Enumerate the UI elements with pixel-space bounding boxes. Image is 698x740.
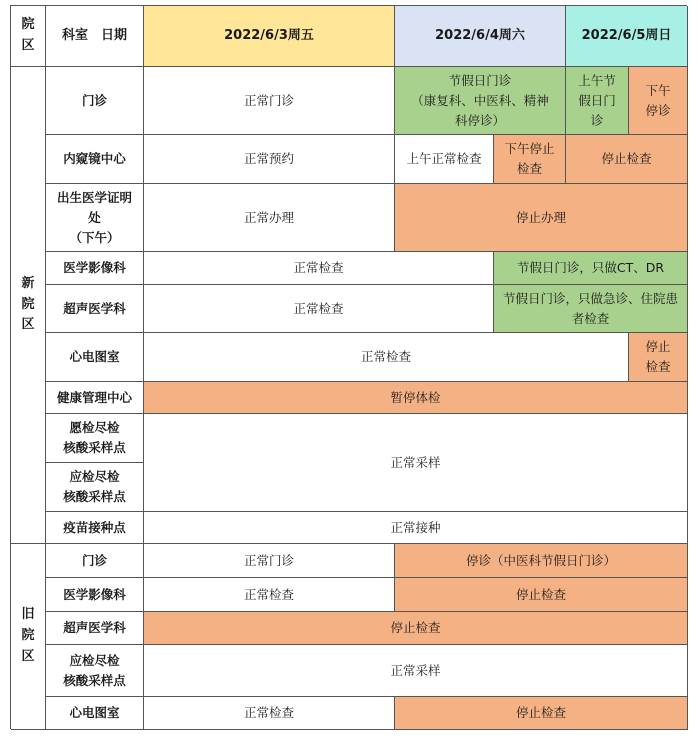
dept-name: 门诊 <box>46 544 144 578</box>
schedule-cell: 正常办理 <box>144 184 395 252</box>
schedule-cell: 正常采样 <box>144 645 688 697</box>
schedule-cell: 下午 停诊 <box>629 67 688 135</box>
schedule-cell: 停止检查 <box>144 612 688 645</box>
schedule-cell: 正常门诊 <box>144 67 395 135</box>
schedule-cell: 停诊（中医科节假日门诊） <box>395 544 688 578</box>
dept-name: 健康管理中心 <box>46 382 144 414</box>
dept-name: 超声医学科 <box>46 612 144 645</box>
dept-name: 应检尽检 核酸采样点 <box>46 463 144 512</box>
schedule-cell: 正常门诊 <box>144 544 395 578</box>
schedule-cell: 正常检查 <box>144 252 494 285</box>
schedule-cell: 节假日门诊，只做急诊、住院患者检查 <box>494 285 688 333</box>
dept-name: 应检尽检 核酸采样点 <box>46 645 144 697</box>
schedule-cell: 节假日门诊，只做CT、DR <box>494 252 688 285</box>
schedule-cell: 暂停体检 <box>144 382 688 414</box>
schedule-cell: 上午节 假日门 诊 <box>566 67 629 135</box>
schedule-cell: 正常检查 <box>144 285 494 333</box>
dept-name: 出生医学证明 处 （下午） <box>46 184 144 252</box>
header-date-jun3: 2022/6/3周五 <box>144 6 395 67</box>
schedule-cell: 停止检查 <box>395 697 688 730</box>
schedule-cell: 正常检查 <box>144 333 629 382</box>
dept-name: 疫苗接种点 <box>46 512 144 544</box>
schedule-cell: 停止办理 <box>395 184 688 252</box>
schedule-cell: 停止 检查 <box>629 333 688 382</box>
dept-name: 医学影像科 <box>46 252 144 285</box>
dept-name: 内窥镜中心 <box>46 135 144 184</box>
schedule-cell: 停止检查 <box>566 135 688 184</box>
header-date-jun5: 2022/6/5周日 <box>566 6 688 67</box>
schedule-cell: 停止检查 <box>395 578 688 612</box>
dept-name: 心电图室 <box>46 333 144 382</box>
dept-name: 门诊 <box>46 67 144 135</box>
header-date-jun4: 2022/6/4周六 <box>395 6 566 67</box>
schedule-cell: 下午停止 检查 <box>494 135 566 184</box>
schedule-cell: 正常检查 <box>144 697 395 730</box>
schedule-cell: 节假日门诊 （康复科、中医科、精神科停诊） <box>395 67 566 135</box>
campus-new: 新 院 区 <box>11 67 46 544</box>
campus-old: 旧 院 区 <box>11 544 46 730</box>
dept-name: 超声医学科 <box>46 285 144 333</box>
dept-name: 愿检尽检 核酸采样点 <box>46 414 144 463</box>
header-campus: 院 区 <box>11 6 46 67</box>
schedule-cell: 正常采样 <box>144 414 688 512</box>
schedule-table <box>10 5 687 729</box>
dept-name: 心电图室 <box>46 697 144 730</box>
schedule-cell: 正常预约 <box>144 135 395 184</box>
schedule-cell: 正常接种 <box>144 512 688 544</box>
schedule-cell: 正常检查 <box>144 578 395 612</box>
dept-name: 医学影像科 <box>46 578 144 612</box>
header-dept-date: 科室 日期 <box>46 6 144 67</box>
schedule-cell: 上午正常检查 <box>395 135 494 184</box>
